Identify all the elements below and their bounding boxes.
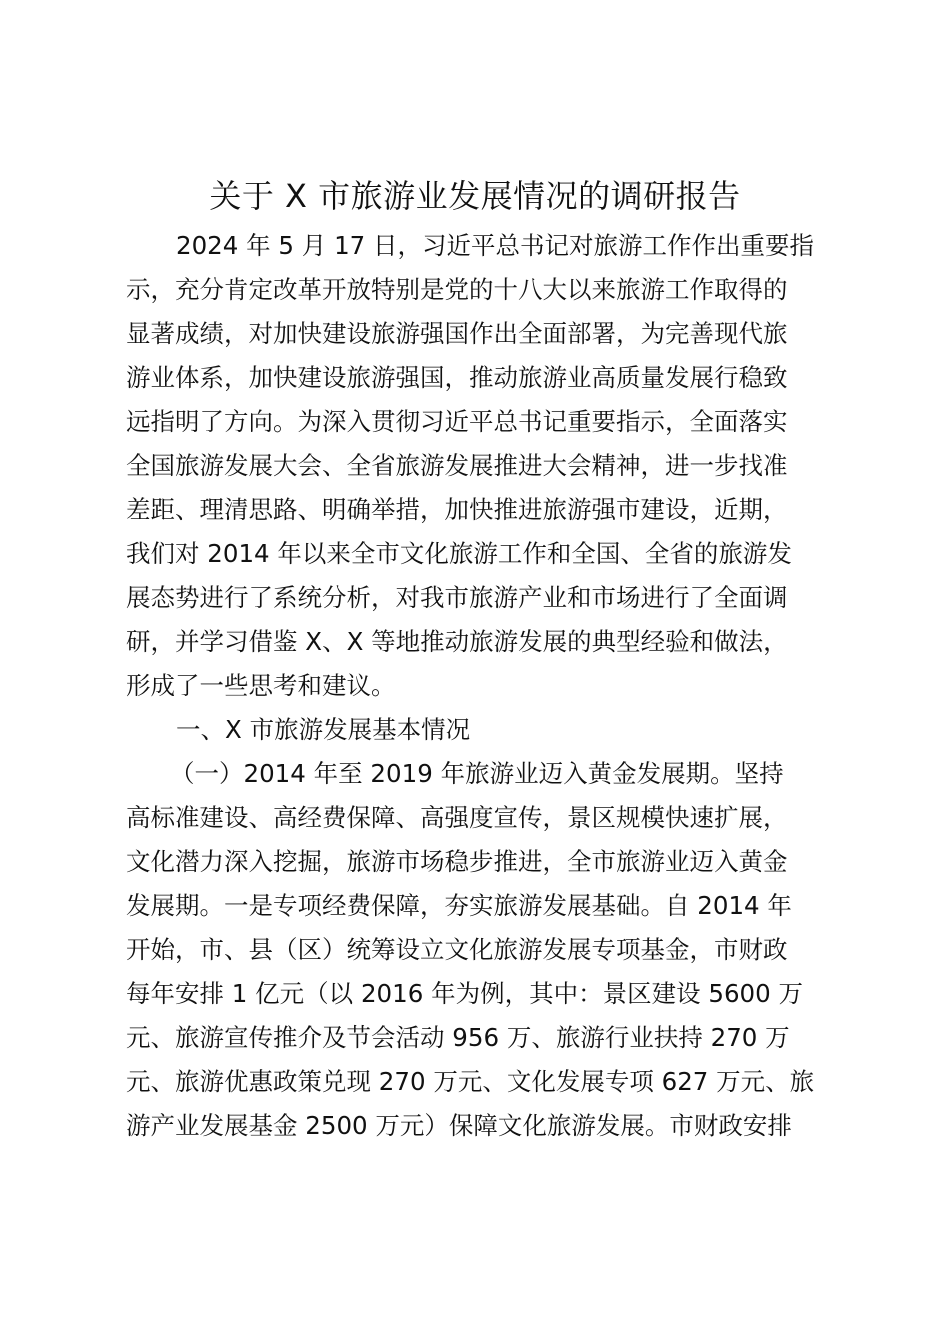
paragraph-line: 发展期。一是专项经费保障，夯实旅游发展基础。自 2014 年 — [126, 891, 792, 920]
paragraph-line: 元、旅游优惠政策兑现 270 万元、文化发展专项 627 万元、旅 — [126, 1067, 815, 1096]
paragraph-line: 每年安排 1 亿元（以 2016 年为例，其中：景区建设 5600 万 — [126, 979, 804, 1008]
paragraph-line: （一）2014 年至 2019 年旅游业迈入黄金发展期。坚持 — [170, 759, 784, 788]
paragraph-line: 开始，市、县（区）统筹设立文化旅游发展专项基金，市财政 — [126, 935, 788, 964]
document-body — [126, 224, 834, 1148]
paragraph-line: 游业体系，加快建设旅游强国，推动旅游业高质量发展行稳致 — [126, 363, 788, 392]
paragraph-line: 差距、理清思路、明确举措，加快推进旅游强市建设，近期， — [126, 495, 788, 524]
paragraph-line: 文化潜力深入挖掘，旅游市场稳步推进，全市旅游业迈入黄金 — [126, 847, 788, 876]
paragraph-line: 形成了一些思考和建议。 — [126, 671, 396, 700]
paragraph-line: 展态势进行了系统分析，对我市旅游产业和市场进行了全面调 — [126, 583, 788, 612]
paragraph-line: 研，并学习借鉴 X、X 等地推动旅游发展的典型经验和做法， — [126, 627, 788, 656]
paragraph-line: 显著成绩，对加快建设旅游强国作出全面部署，为完善现代旅 — [126, 319, 788, 348]
paragraph-line: 2024 年 5 月 17 日，习近平总书记对旅游工作作出重要指 — [176, 231, 815, 260]
paragraph-line: 远指明了方向。为深入贯彻习近平总书记重要指示，全面落实 — [126, 407, 788, 436]
paragraph-line: 高标准建设、高经费保障、高强度宣传，景区规模快速扩展， — [126, 803, 788, 832]
paragraph-line: 全国旅游发展大会、全省旅游发展推进大会精神，进一步找准 — [126, 451, 788, 480]
section-heading: 一、X 市旅游发展基本情况 — [176, 715, 471, 744]
document-title: 关于 X 市旅游业发展情况的调研报告 — [209, 177, 741, 215]
paragraph-line: 游产业发展基金 2500 万元）保障文化旅游发展。市财政安排 — [126, 1111, 792, 1140]
paragraph-line: 元、旅游宣传推介及节会活动 956 万、旅游行业扶持 270 万 — [126, 1023, 790, 1052]
paragraph-line: 我们对 2014 年以来全市文化旅游工作和全国、全省的旅游发 — [126, 539, 792, 568]
paragraph-line: 示，充分肯定改革开放特别是党的十八大以来旅游工作取得的 — [126, 275, 788, 304]
